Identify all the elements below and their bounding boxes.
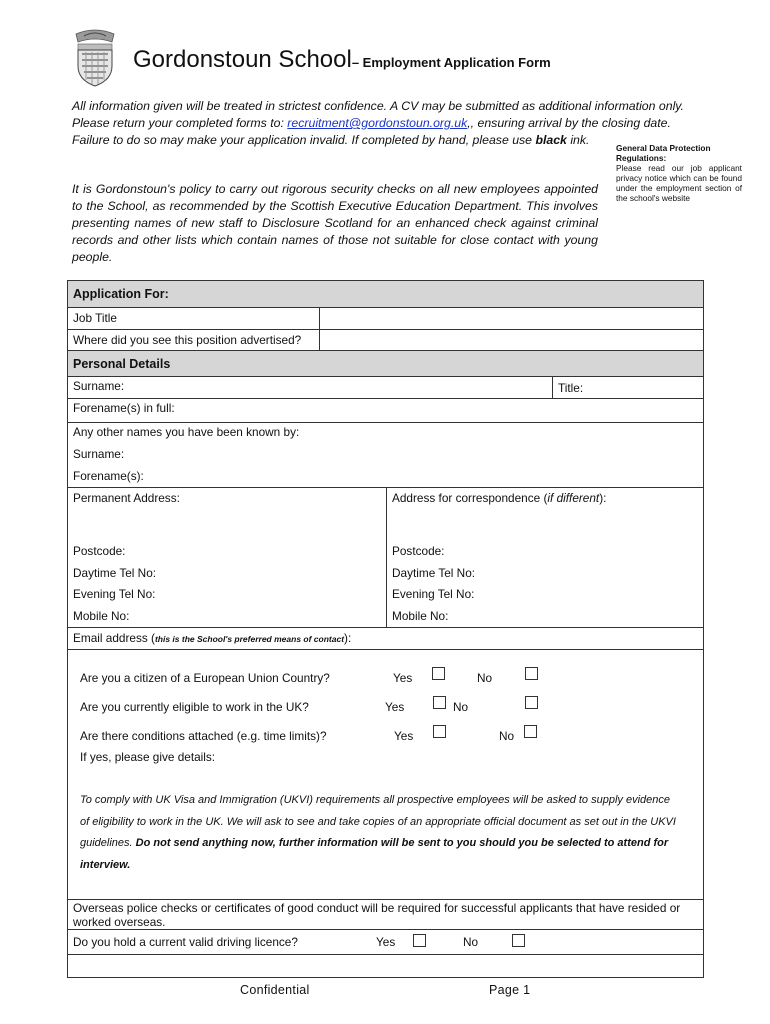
conditions-question: Are there conditions attached (e.g. time limits)? [80,729,327,743]
security-policy-paragraph: It is Gordonstoun's policy to carry out rigorous security checks on all new employees appointed to the School, as recommended by the Scottish Executive Education Department. This involves presenting names of new staff to Disclosure Scotland for an enhanced check against criminal records and other lists which contain names of those not suitable for close contact with young people. [72,182,598,264]
title-label: Title: [558,381,584,395]
conditions-no-label: No [499,729,515,743]
permanent-daytime-tel-label: Daytime Tel No: [73,566,157,580]
eu-no-label: No [477,671,493,685]
email-label: Email address (this is the School's preferred means of contact): [73,631,352,645]
correspondence-postcode-label: Postcode: [392,544,445,558]
forenames-row[interactable] [68,399,703,423]
eu-citizen-question: Are you a citizen of a European Union Country? [80,671,330,685]
driving-yes-checkbox[interactable] [413,934,426,947]
intro-paragraph: All information given will be treated in strictest confidence. A CV may be submitted as additional information only. Please return your completed forms to: recruitment@gordonstoun.org.uk,, ensuring arrival by the closing date. Failure to do so may make your application invalid. If completed by hand, please use black ink. [72,99,684,147]
details-label: If yes, please give details: [80,750,216,764]
eligibility-block [68,650,703,900]
other-surname-label: Surname: [73,447,125,461]
job-title-row [68,308,703,330]
other-names-label: Any other names you have been known by: [73,425,300,439]
correspondence-address-label: Address for correspondence (if different): [392,491,607,505]
uk-no-checkbox[interactable] [525,696,538,709]
recruitment-email-link[interactable]: recruitment@gordonstoun.org.uk [287,116,468,130]
uk-yes-label: Yes [385,700,405,714]
uk-eligible-question: Are you currently eligible to work in the UK? [80,700,309,714]
school-crest-logo [72,28,118,88]
driving-no-checkbox[interactable] [512,934,525,947]
overseas-checks-text: Overseas police checks or certificates of good conduct will be required for successful applicants that have resided or worked overseas. [73,901,681,929]
ukvi-notice: To comply with UK Visa and Immigration (UKVI) requirements all prospective employees will be asked to supply evidence of eligibility to work in the UK. We will ask to see and take copies of an appropriate official document as set out in the UKVI guidelines. Do not send anything now, further information will be sent to you should you be selected to attend for interview. [80,794,676,871]
permanent-address-label: Permanent Address: [73,491,180,505]
permanent-mobile-label: Mobile No: [73,609,130,623]
gdpr-text: Please read our job applicant privacy notice which can be found under the employment section of the school's website [616,163,742,203]
gdpr-title: General Data Protection Regulations: [616,143,711,163]
correspondence-evening-tel-label: Evening Tel No: [392,587,475,601]
advertised-row [68,330,703,351]
driving-row [68,930,703,955]
eu-yes-checkbox[interactable] [432,667,445,680]
job-title-label: Job Title [73,311,117,325]
driving-yes-label: Yes [376,935,396,949]
permanent-postcode-label: Postcode: [73,544,126,558]
gdpr-notice [616,143,742,203]
permanent-evening-tel-label: Evening Tel No: [73,587,156,601]
correspondence-daytime-tel-label: Daytime Tel No: [392,566,476,580]
personal-details-header: Personal Details [68,351,703,377]
footer-confidential: Confidential [240,983,310,997]
uk-no-label: No [453,700,469,714]
advertised-field[interactable] [321,330,703,350]
eu-yes-label: Yes [393,671,413,685]
conditions-yes-checkbox[interactable] [433,725,446,738]
surname-row[interactable] [68,377,703,399]
eu-no-checkbox[interactable] [525,667,538,680]
form-title: – Employment Application Form [351,55,551,70]
email-row[interactable] [68,628,703,650]
other-forenames-label: Forename(s): [73,469,144,483]
conditions-yes-label: Yes [394,729,414,743]
driving-question: Do you hold a current valid driving licence? [73,935,298,949]
conditions-no-checkbox[interactable] [524,725,537,738]
other-names-row[interactable] [68,423,703,488]
forenames-label: Forename(s) in full: [73,401,175,415]
advertised-label: Where did you see this position advertised? [73,333,302,347]
address-block [68,488,703,628]
application-form [67,280,704,978]
application-for-header: Application For: [68,281,703,308]
driving-no-label: No [463,935,479,949]
uk-yes-checkbox[interactable] [433,696,446,709]
correspondence-mobile-label: Mobile No: [392,609,449,623]
footer-page-number: Page 1 [489,983,531,997]
overseas-row [68,900,703,930]
page-title [133,46,551,74]
job-title-field[interactable] [321,308,703,329]
school-name: Gordonstoun School [133,46,352,73]
surname-label: Surname: [73,379,125,393]
